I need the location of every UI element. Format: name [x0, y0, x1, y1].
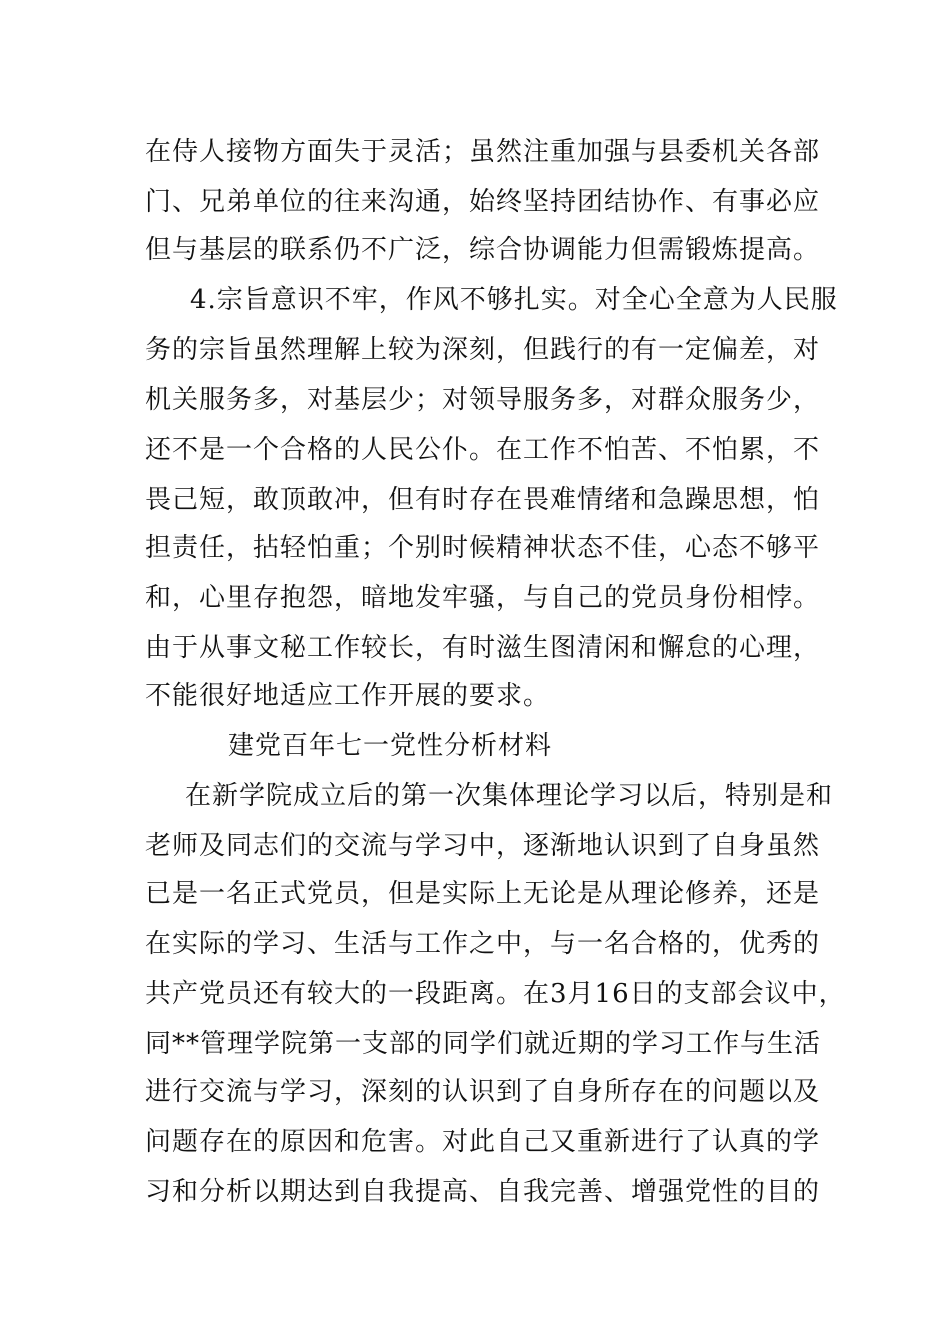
text-line: 老师及同志们的交流与学习中，逐渐地认识到了自身虽然 — [145, 831, 821, 861]
text-line: 还不是一个合格的人民公仆。在工作不怕苦、不怕累，不 — [145, 435, 821, 465]
text-line: 在侍人接物方面失于灵活；虽然注重加强与县委机关各部 — [145, 137, 821, 167]
text-line: 4.宗旨意识不牢，作风不够扎实。对全心全意为人民服 — [190, 285, 838, 315]
text-line: 已是一名正式党员，但是实际上无论是从理论修养，还是 — [145, 879, 821, 909]
text-line: 和，心里存抱怨，暗地发牢骚，与自己的党员身份相悖。 — [145, 583, 821, 613]
text-line: 机关服务多，对基层少；对领导服务多，对群众服务少， — [145, 385, 821, 415]
text-line: 由于从事文秘工作较长，有时滋生图清闲和懈怠的心理， — [145, 633, 821, 663]
text-line: 习和分析以期达到自我提高、自我完善、增强党性的目的 — [145, 1177, 821, 1207]
text-line: 在新学院成立后的第一次集体理论学习以后，特别是和 — [185, 781, 834, 811]
text-line: 共产党员还有较大的一段距离。在3月16日的支部会议中， — [145, 979, 846, 1009]
text-line: 担责任，拈轻怕重；个别时候精神状态不佳，心态不够平 — [145, 533, 821, 563]
text-line: 但与基层的联系仍不广泛，综合协调能力但需锻炼提高。 — [145, 235, 821, 265]
text-line: 在实际的学习、生活与工作之中，与一名合格的，优秀的 — [145, 929, 821, 959]
text-line: 不能很好地适应工作开展的要求。 — [145, 681, 551, 711]
text-line: 门、兄弟单位的往来沟通，始终坚持团结协作、有事必应 — [145, 187, 821, 217]
section-heading: 建党百年七一党性分析材料 — [228, 731, 553, 761]
text-line: 畏己短，敢顶敢冲，但有时存在畏难情绪和急躁思想，怕 — [145, 485, 821, 515]
text-line: 务的宗旨虽然理解上较为深刻，但践行的有一定偏差，对 — [145, 335, 821, 365]
text-line: 进行交流与学习，深刻的认识到了自身所存在的问题以及 — [145, 1077, 821, 1107]
text-line: 同**管理学院第一支部的同学们就近期的学习工作与生活 — [145, 1029, 822, 1059]
text-line: 问题存在的原因和危害。对此自己又重新进行了认真的学 — [145, 1127, 821, 1157]
